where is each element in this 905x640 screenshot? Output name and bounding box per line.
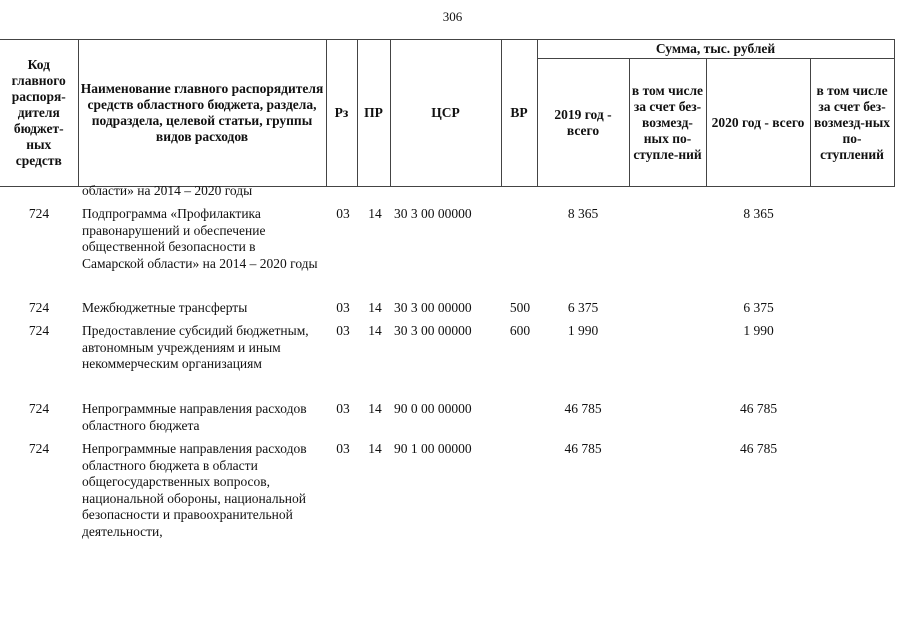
row-name: Межбюджетные трансферты — [82, 300, 248, 315]
row-rz: 03 — [336, 300, 350, 315]
row-rz: 03 — [336, 323, 350, 338]
header-code: Код главного распоря-дителя бюджет-ных средств — [0, 40, 78, 187]
header-sum: Сумма, тыс. рублей — [537, 40, 894, 59]
row-name: Непрограммные направления расходов областного бюджета в области общегосударственных вопросов, национальной обороны, национальной безопасности и правоохранительной деятельности, — [82, 441, 307, 539]
row-sum-2020: 8 365 — [743, 206, 774, 221]
row-rz: 03 — [336, 206, 350, 221]
row-pr: 14 — [368, 323, 382, 338]
row-csr: 30 3 00 00000 — [394, 323, 472, 338]
header-2020-total: 2020 год - всего — [706, 59, 810, 187]
row-csr: 90 0 00 00000 — [394, 401, 472, 416]
row-code: 724 — [28, 441, 50, 456]
table-header — [0, 39, 895, 187]
row-pr: 14 — [368, 401, 382, 416]
header-rz: Рз — [326, 40, 357, 187]
row-csr: 90 1 00 00000 — [394, 441, 472, 456]
row-name: Непрограммные направления расходов областного бюджета — [82, 401, 307, 433]
header-name: Наименование главного распорядителя средств областного бюджета, раздела, подраздела, целевой статьи, группы видов расходов — [78, 40, 326, 187]
header-pr: ПР — [357, 40, 390, 187]
header-csr: ЦСР — [390, 40, 501, 187]
row-code: 724 — [28, 323, 50, 338]
continued-text: области» на 2014 – 2020 годы — [82, 183, 253, 198]
row-sum-2019: 6 375 — [567, 300, 599, 315]
row-sum-2019: 46 785 — [564, 441, 602, 456]
row-sum-2020: 46 785 — [739, 401, 778, 416]
row-sum-2019: 8 365 — [567, 206, 599, 221]
row-vr: 500 — [509, 300, 531, 315]
row-sum-2020: 1 990 — [743, 323, 774, 338]
row-csr: 30 3 00 00000 — [394, 206, 472, 221]
header-2020-free: в том числе за счет без-возмезд-ных по-ступлений — [810, 59, 894, 187]
row-csr: 30 3 00 00000 — [394, 300, 472, 315]
row-code: 724 — [28, 401, 50, 416]
row-sum-2020: 6 375 — [743, 300, 774, 315]
header-vr: ВР — [501, 40, 537, 187]
row-sum-2019: 1 990 — [567, 323, 599, 338]
row-code: 724 — [28, 300, 50, 315]
row-sum-2020: 46 785 — [739, 441, 778, 456]
row-rz: 03 — [336, 441, 350, 456]
header-2019-free: в том числе за счет без-возмезд-ных по-ступле-ний — [629, 59, 706, 187]
row-pr: 14 — [368, 300, 382, 315]
header-2019-total: 2019 год - всего — [537, 59, 629, 187]
row-vr: 600 — [509, 323, 531, 338]
row-sum-2019: 46 785 — [564, 401, 602, 416]
row-code: 724 — [28, 206, 50, 221]
row-pr: 14 — [368, 441, 382, 456]
page-number: 306 — [442, 9, 463, 24]
row-name: Предоставление субсидий бюджетным, автономным учреждениям и иным некоммерческим организациям — [82, 323, 309, 371]
row-pr: 14 — [368, 206, 382, 221]
row-rz: 03 — [336, 401, 350, 416]
row-name: Подпрограмма «Профилактика правонарушений и обеспечение общественной безопасности в Самарской области» на 2014 – 2020 годы — [82, 206, 318, 271]
